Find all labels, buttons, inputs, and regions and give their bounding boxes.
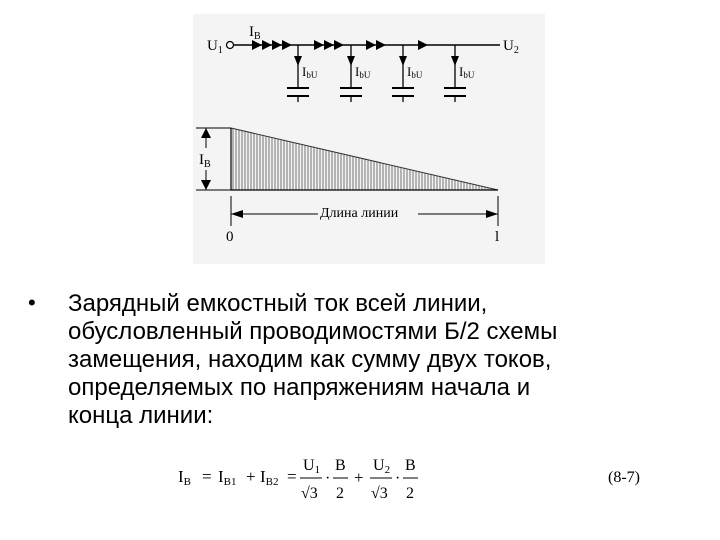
- u2-label: $U_2$: [503, 38, 519, 56]
- formula-lhs: IB: [178, 467, 192, 488]
- frac2-den: 2: [336, 485, 344, 502]
- ib-left-label: $I_B$: [199, 152, 211, 170]
- ibu-label-2: IbU: [355, 64, 371, 80]
- text-line-1: Зарядный емкостный ток всей линии,: [68, 290, 488, 317]
- equation-number: (8-7): [608, 469, 640, 486]
- text-line-3: замещения, находим как сумму двух токов,: [68, 346, 552, 373]
- frac3-num: U2: [373, 457, 391, 476]
- formula-plus1: +: [246, 467, 256, 486]
- origin-label: 0: [226, 229, 234, 245]
- ibu-label-4: IbU: [459, 64, 475, 80]
- u1-label: $U_1$: [207, 38, 223, 56]
- bullet-paragraph: [28, 290, 688, 430]
- text-line-4: определяемых по напряжениям начала и: [68, 374, 531, 401]
- frac2-num: B: [335, 457, 346, 474]
- frac1-num: U1: [303, 457, 321, 476]
- frac4-den: 2: [406, 485, 414, 502]
- u1-terminal: [227, 42, 234, 49]
- frac3-den: √3: [371, 485, 388, 502]
- end-label: l: [495, 229, 500, 245]
- formula-plus2: +: [354, 468, 364, 487]
- formula-eq1: =: [202, 467, 212, 486]
- diagram-panel: [193, 14, 545, 264]
- text-line-5: конца линии:: [68, 402, 214, 429]
- ib-top-label: $I_B$: [249, 24, 261, 42]
- frac4-num: B: [405, 457, 416, 474]
- frac1-den: √3: [301, 485, 318, 502]
- bullet-marker: •: [28, 290, 36, 315]
- formula-term1: IB1: [218, 467, 237, 488]
- formula-eq2: =: [287, 467, 297, 486]
- formula-dot1: ·: [325, 470, 331, 487]
- formula-dot2: ·: [395, 470, 401, 487]
- ibu-label-1: IbU: [302, 64, 318, 80]
- formula-term2: IB2: [260, 467, 279, 488]
- ibu-label-3: IbU: [407, 64, 423, 80]
- bullet-text: [68, 290, 668, 430]
- formula: [170, 452, 670, 512]
- length-label: Длина линии: [320, 206, 399, 221]
- text-line-2: обусловленный проводимостями Б/2 схемы: [68, 318, 558, 345]
